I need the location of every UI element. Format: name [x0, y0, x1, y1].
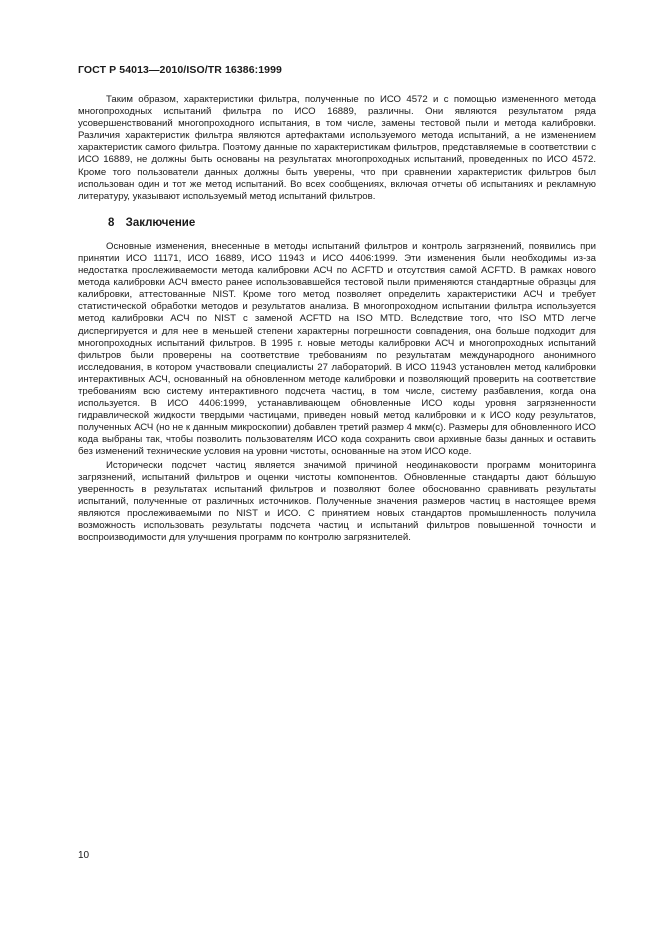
paragraph-historical-counting: Исторически подсчет частиц является значимой причиной неодинаковости программ мониторинга загрязнений, испытаний фильтров и оценки чистоты компонентов. Обновленные стандарты дают бо́льшую уверенность в результатах испытаний фильтров и позволяют более обоснованно сравнивать результаты испытаний, полученные от различных источников. Полученные значения размеров частиц в настоящее время являются прослеживаемыми по NIST и ИСО. С принятием новых стандартов промышленность получила возможность использовать результаты подсчета частиц и испытаний фильтров повышенной точности и воспроизводимости для улучшения программ по контролю загрязнителей. [78, 459, 596, 544]
section-title: Заключение [125, 216, 196, 229]
page-number: 10 [78, 850, 90, 861]
section-heading [78, 217, 596, 229]
paragraph-filter-characteristics: Таким образом, характеристики фильтра, полученные по ИСО 4572 и с помощью измененного метода многопроходных испытаний фильтра по ИСО 16889, различны. Они являются результатом ряда усовершенствований многопроходного испытания, в том числе, замены тестовой пыли и метода калибровки. Различия характеристик фильтра являются артефактами используемого метода испытаний, а не изменением характеристик самого фильтра. Поэтому данные по характеристикам фильтров, представляемые в соответствии с ИСО 16889, не должны быть основаны на результатах многопроходных испытаний, проведенных по ИСО 4572. Кроме того пользователи данных должны быть уверены, что при сравнении характеристик фильтров был использован один и тот же метод испытаний. Во всех сообщениях, включая отчеты об испытаниях и рекламную литературу, указывают используемый метод испытаний фильтров. [78, 94, 596, 202]
paragraph-main-changes: Основные изменения, внесенные в методы испытаний фильтров и контроль загрязнений, появились при принятии ИСО 11171, ИСО 16889, ИСО 11943 и ИСО 4406:1999. Эти изменения были необходимы из-за недостатка прослеживаемости метода калибровки АСЧ по ACFTD и отсутствия самой ACFTD. В рамках нового метода калибровки АСЧ вместо ранее использовавшейся тестовой пыли применяются стандартные образцы для калибровки, аттестованные NIST. Кроме того метод позволяет определить характеристики АСЧ и требует статистической обработки методов и результатов анализа. В многопроходном испытании фильтра используется метод калибровки АСЧ по NIST с заменой ACFTD на ISO MTD. Вследствие того, что ISO MTD легче диспергируется и для нее в меньшей степени характерны погрешности совпадения, она больше подходит для многопроходных испытаний фильтров. В 1995 г. новые методы калибровки АСЧ и многопроходных испытаний фильтров были проверены на соответствие требованиям по результатам международного анонимного исследования, в котором участвовали специалисты 27 лабораторий. В ИСО 11943 установлен метод калибровки интерактивных АСЧ, основанный на обновленном методе калибровки и позволяющий проверить на соответствие требованиям всю систему интерактивного подсчета частиц, в том числе, систему разбавления, когда она используется. В ИСО 4406:1999, устанавливающем обновленные ИСО коды уровня загрязненности гидравлической жидкости твердыми частицами, приведен новый метод калибровки и к ИСО коду результатов, полученных АСЧ (но не к данным микроскопии) добавлен третий размер 4 мкм(с). Размеры для обновленного ИСО кода выбраны так, чтобы позволить пользователям ИСО кода сохранить свои архивные базы данных и оставить без изменений технические условия на уровни чистоты, основанные на этом ИСО коде. [78, 240, 596, 458]
section-number: 8 [108, 216, 115, 229]
document-body [78, 94, 596, 544]
document-header: ГОСТ Р 54013—2010/ISO/TR 16386:1999 [78, 64, 282, 76]
